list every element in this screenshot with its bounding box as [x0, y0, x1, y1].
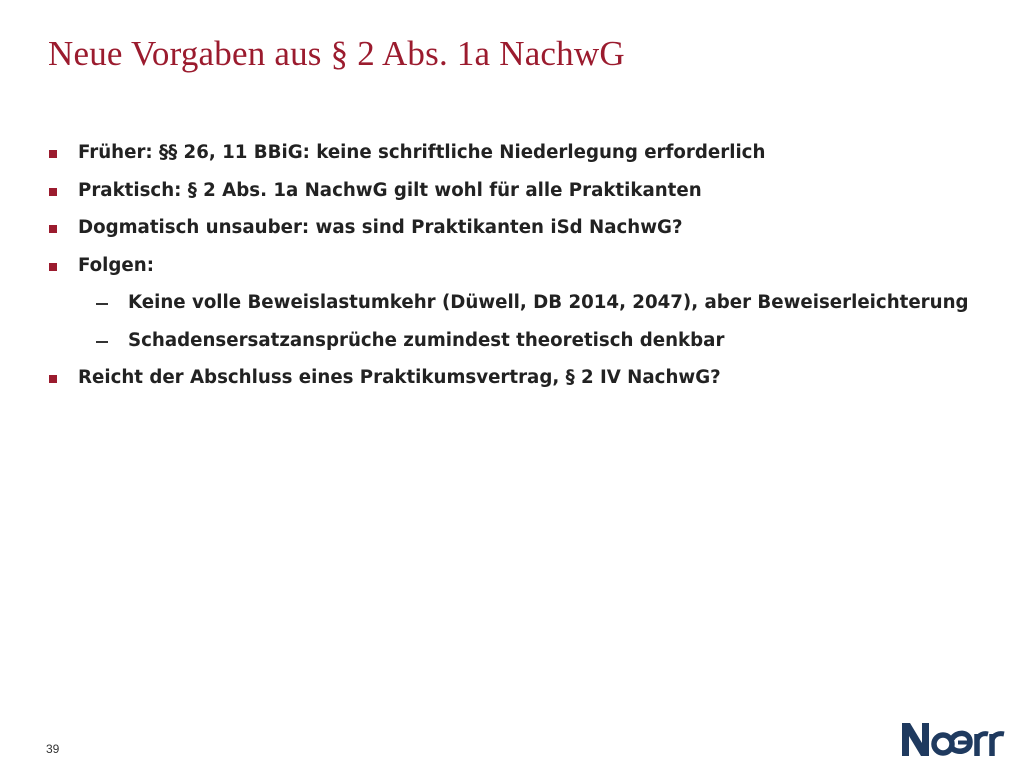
sub-bullet-item	[44, 326, 1004, 364]
bullet-text: Reicht der Abschluss eines Praktikumsvertrag, § 2 IV NachwG?	[78, 367, 721, 388]
square-bullet-icon	[49, 150, 57, 158]
square-bullet-icon	[49, 375, 57, 383]
dash-bullet-icon	[96, 303, 108, 305]
bullet-item	[44, 138, 1004, 176]
sub-bullet-item	[44, 288, 1004, 326]
bullet-item	[44, 213, 1004, 251]
bullet-list	[44, 138, 1004, 401]
bullet-text: Dogmatisch unsauber: was sind Praktikanten iSd NachwG?	[78, 217, 683, 238]
bullet-text: Früher: §§ 26, 11 BBiG: keine schriftliche Niederlegung erforderlich	[78, 142, 766, 163]
dash-bullet-icon	[96, 341, 108, 343]
bullet-item	[44, 363, 1004, 401]
square-bullet-icon	[49, 225, 57, 233]
bullet-text: Folgen:	[78, 254, 154, 276]
bullet-item	[44, 251, 1004, 289]
noerr-logo	[900, 715, 1008, 768]
sub-bullet-text: Schadensersatzansprüche zumindest theoretisch denkbar	[128, 329, 725, 351]
bullet-item	[44, 176, 1004, 214]
square-bullet-icon	[49, 263, 57, 271]
noerr-logo-mark	[900, 715, 1008, 763]
square-bullet-icon	[49, 188, 57, 196]
page-number: 39	[46, 742, 60, 756]
slide-title: Neue Vorgaben aus § 2 Abs. 1a NachwG	[48, 34, 625, 73]
bullet-text: Praktisch: § 2 Abs. 1a NachwG gilt wohl für alle Praktikanten	[78, 179, 702, 201]
sub-bullet-text: Keine volle Beweislastumkehr (Düwell, DB 2014, 2047), aber Beweiserleichterung	[128, 292, 969, 313]
